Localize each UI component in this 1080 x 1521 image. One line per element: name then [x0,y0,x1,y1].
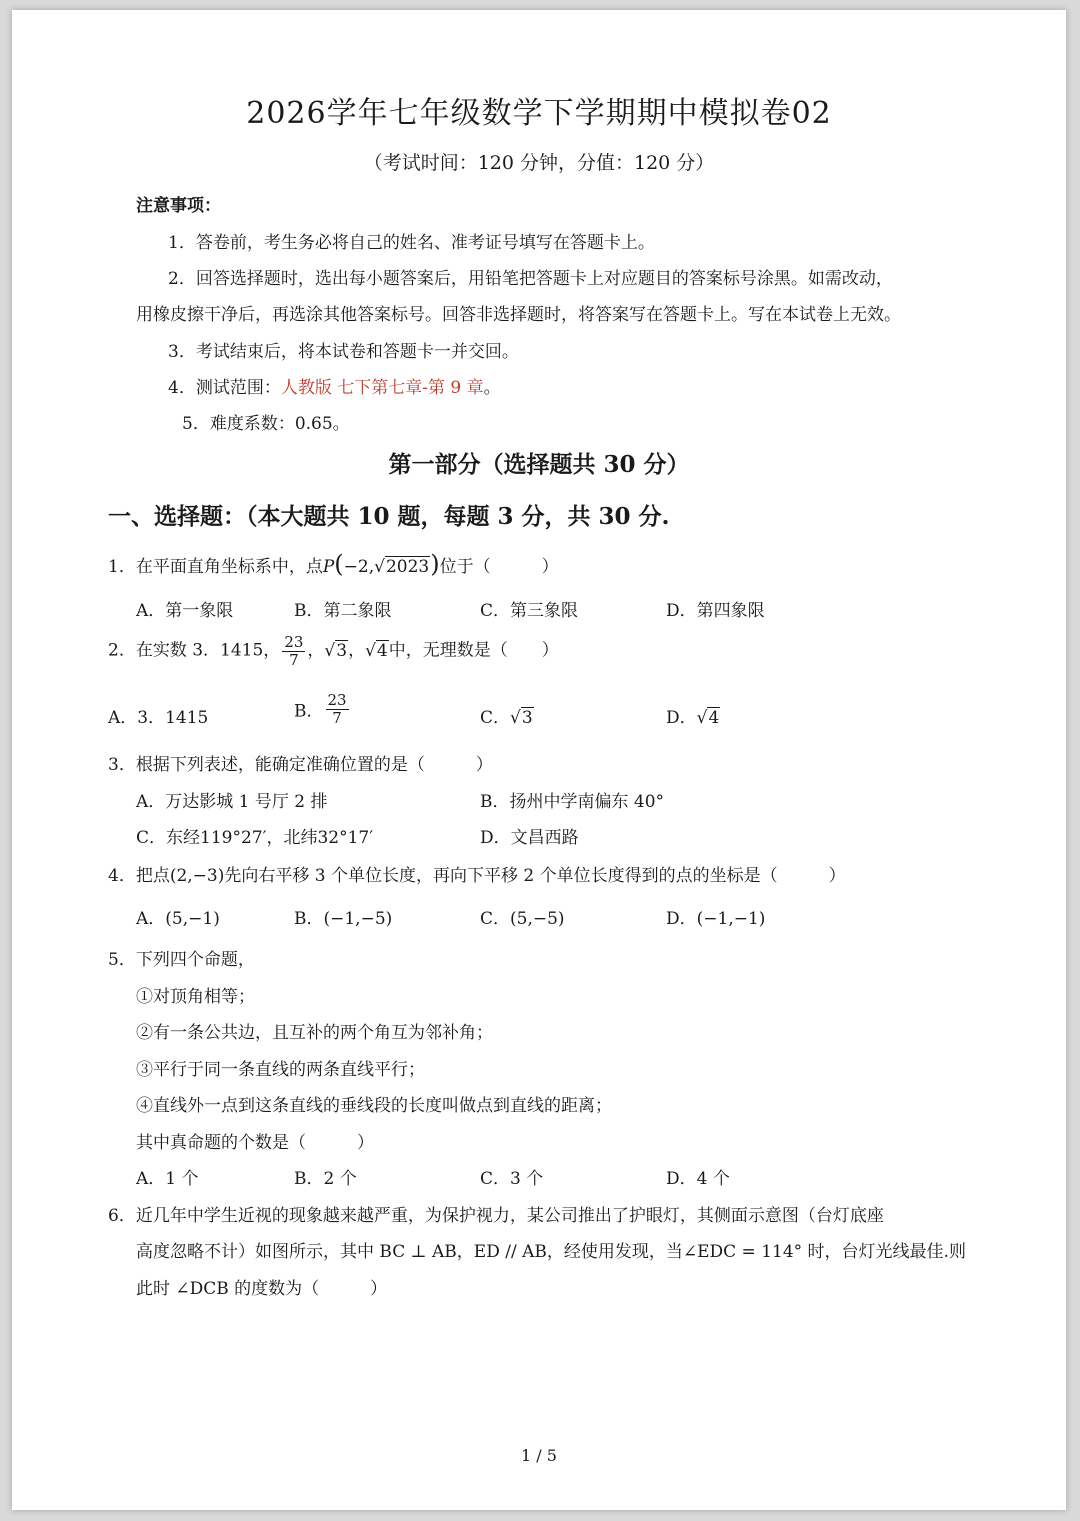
q2-sqrt-4: √4 [365,640,388,661]
q2-option-c-label: C． [480,708,511,728]
test-scope: 人教版 七下第七章-第 9 章 [280,378,484,398]
q4-option-d: D．(−1,−1) [666,909,766,929]
question-2 [108,634,559,668]
q4-suffix: 先向右平移 3 个单位长度，再向下平移 2 个单位长度得到的点的坐标是（ ） [224,866,846,886]
q2-option-d-sqrt: √4 [696,708,720,728]
q1-option-a: A．第一象限 [136,601,234,621]
q1-suffix: 位于（ ） [439,557,559,577]
question-6-line-1: 6．近几年中学生近视的现象越来越严重，为保护视力，某公司推出了护眼灯，其侧面示意图（台灯底座 [108,1206,884,1226]
q2-option-d-radicand: 4 [708,708,720,728]
q3-option-a: A．万达影城 1 号厅 2 排 [136,792,328,812]
notice-item-3: 3．考试结束后，将本试卷和答题卡一并交回。 [168,342,519,362]
q3-option-c: C．东经119°27′，北纬32°17′ [136,828,374,848]
q1-sqrt: √2023 [374,557,430,577]
question-1 [108,550,559,578]
q2-option-b-den: 7 [332,708,342,727]
notice-item-5: 5．难度系数：0.65。 [182,414,350,434]
q4-option-b: B．(−1,−5) [294,909,393,929]
q2-option-c-sqrt: √3 [510,708,533,728]
q1-option-c: C．第三象限 [480,601,579,621]
q5-option-c: C．3 个 [480,1169,544,1189]
q2-radicand-4: 4 [376,640,388,661]
q2-option-d [666,703,720,728]
q2-option-a: A．3．1415 [108,708,209,728]
question-6-line-2: 高度忽略不计）如图所示，其中 BC ⊥ AB，ED // AB，经使用发现，当∠EDC = 114° 时，台灯光线最佳.则 [136,1242,966,1262]
question-3: 3．根据下列表述，能确定准确位置的是（ ） [108,755,493,775]
q1-option-b: B．第二象限 [294,601,392,621]
q2-frac-den: 7 [289,650,299,669]
question-4 [108,861,846,886]
q2-option-b-label: B． [294,701,324,722]
part-title: 第一部分（选择题共 30 分） [388,451,690,478]
q5-option-b: B．2 个 [294,1169,357,1189]
q2-frac-num: 23 [284,633,304,651]
q2-option-b-num: 23 [327,691,347,709]
q1-option-d: D．第四象限 [666,601,765,621]
q5-option-d: D．4 个 [666,1169,730,1189]
q4-option-c: C．(5,−5) [480,909,565,929]
notice-item-4-prefix: 4．测试范围： [168,378,281,398]
q5-proposition-1: ①对顶角相等； [136,987,255,1007]
notice-item-1: 1．答卷前，考生务必将自己的姓名、准考证号填写在答题卡上。 [168,233,655,253]
q1-radicand: 2023 [385,557,430,577]
notice-item-2: 2．回答选择题时，选出每小题答案后，用铅笔把答题卡上对应题目的答案标号涂黑。如需改动， [168,269,893,289]
q3-option-d: D．文昌西路 [480,828,579,848]
exam-subtitle: （考试时间：120 分钟，分值：120 分） [363,152,715,174]
q2-sep-2: ， [348,640,366,661]
q5-question: 其中真命题的个数是（ ） [136,1133,374,1153]
q4-option-a: A．(5,−1) [136,909,220,929]
page-title: 2026学年七年级数学下学期期中模拟卷02 [246,96,832,131]
q4-point: (2,−3) [169,866,225,886]
q1-paren-open: ( [334,550,344,578]
question-6-line-3: 此时 ∠DCB 的度数为（ ） [136,1279,388,1299]
q2-option-b-fraction [326,692,349,726]
q2-option-b [294,692,351,726]
q5-option-a: A．1 个 [136,1169,199,1189]
q2-radicand-3: 3 [336,640,348,661]
q2-option-c-radicand: 3 [521,708,533,728]
exam-page [12,10,1066,1510]
q3-option-b: B．扬州中学南偏东 40° [480,792,665,812]
section-heading: 一、选择题：（本大题共 10 题，每题 3 分，共 30 分. [108,503,670,530]
q2-option-c [480,703,534,728]
notice-item-4 [168,373,501,398]
q4-prefix: 4．把点 [108,866,170,886]
q2-sep-1: ， [307,640,325,661]
q2-sqrt-3: √3 [324,640,348,661]
q5-proposition-2: ②有一条公共边，且互补的两个角互为邻补角； [136,1023,493,1043]
notice-item-2-cont: 用橡皮擦干净后，再选涂其他答案标号。回答非选择题时，将答案写在答题卡上。写在本试卷上无效。 [136,305,901,325]
q5-proposition-4: ④直线外一点到这条直线的垂线段的长度叫做点到直线的距离； [136,1096,612,1116]
q2-suffix: 中，无理数是（ ） [388,640,559,661]
q1-prefix: 1．在平面直角坐标系中，点 [108,557,323,577]
question-5: 5．下列四个命题， [108,950,255,970]
notice-heading: 注意事项： [136,196,221,216]
q2-fraction [282,634,305,668]
q1-point: P [322,557,335,577]
q1-paren-close: ) [430,550,440,578]
q2-option-d-label: D． [666,708,697,728]
q5-proposition-3: ③平行于同一条直线的两条直线平行； [136,1060,425,1080]
notice-item-4-suffix: 。 [483,378,501,398]
page-number: 1 / 5 [521,1446,557,1465]
q1-x: −2, [343,557,375,577]
q2-prefix: 2．在实数 3．1415， [108,640,281,661]
